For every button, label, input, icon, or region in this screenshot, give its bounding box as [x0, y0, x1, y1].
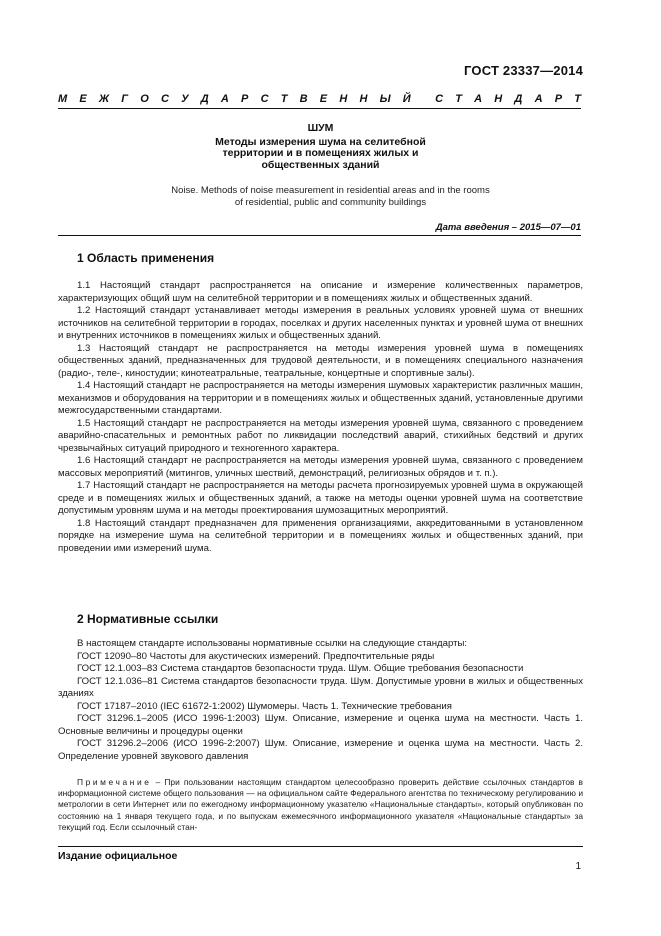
title-line-1: Методы измерения шума на селитебной: [215, 135, 426, 148]
banner-letter: Е: [79, 93, 87, 105]
reference-item: ГОСТ 17187–2010 (IEC 61672-1:2002) Шумомеры. Часть 1. Технические требования: [77, 700, 452, 712]
paragraph: 1.1 Настоящий стандарт распространяется на описание и измерение количественных параметров, характеризующих общий шум на селитебной территории и в помещениях жилых и общественных зданий.: [58, 280, 583, 304]
interstate-standard-banner: [58, 93, 581, 109]
paragraph: В настоящем стандарте использованы нормативные ссылки на следующие стандарты:: [77, 638, 468, 649]
paragraph: 1.8 Настоящий стандарт предназначен для применения организациями, аккредитованными в установленном порядке на измерение шума на селитебной территории и в помещениях жилых и общественных зданий, при проведении ими измерений шума.: [58, 517, 583, 554]
banner-letter: Р: [554, 93, 563, 105]
banner-letter: С: [160, 93, 169, 105]
banner-letter: О: [140, 93, 149, 105]
banner-letter: Д: [200, 93, 209, 105]
reference-item: ГОСТ 31296.1–2005 (ИСО 1996-1:2003) Шум. Описание, измерение и оценка шума на местности. Часть 1. Основные величины и процедуры оценки: [58, 713, 583, 737]
title-line-2: территории и в помещениях жилых и: [222, 147, 419, 159]
paragraph: 1.5 Настоящий стандарт не распространяется на методы измерения уровней шума, связанного с проведением аварийно-спасательных и ремонтных работ по ликвидации последствий аварий, стихийных бедствий и других чрезвычайных ситуаций природного и техногенного характера.: [58, 417, 583, 454]
reference-item: ГОСТ 12090–80 Частоты для акустических измерений. Предпочтительные ряды: [77, 650, 435, 662]
reference-item: ГОСТ 31296.2–2006 (ИСО 1996-2:2007) Шум. Описание, измерение и оценка шума на местности. Часть 2. Определение уровней звукового давления: [58, 738, 583, 762]
gost-number: ГОСТ 23337—2014: [464, 63, 583, 78]
note-label: Примечание: [77, 777, 152, 787]
official-edition-label: Издание официальное: [58, 846, 583, 862]
banner-letter: С: [260, 93, 269, 105]
banner-letter: Е: [319, 93, 328, 105]
banner-letter: Н: [359, 93, 368, 105]
banner-letter: У: [181, 93, 189, 105]
banner-letter: А: [534, 93, 543, 105]
banner-letter: Т: [280, 93, 288, 105]
title-line-3: общественных зданий: [261, 158, 380, 171]
introduction-date: Дата введения – 2015—07—01: [58, 222, 581, 236]
title-main: ШУМ: [307, 122, 334, 134]
banner-letter: С: [435, 93, 444, 105]
banner-letter: Т: [574, 93, 581, 105]
banner-letter: Г: [121, 93, 129, 105]
reference-item: ГОСТ 12.1.003–83 Система стандартов безопасности труда. Шум. Общие требования безопасности: [77, 663, 524, 674]
section-1-heading: 1 Область применения: [77, 251, 215, 265]
banner-letter: А: [220, 93, 229, 105]
reference-item: ГОСТ 12.1.036–81 Система стандартов безопасности труда. Шум. Допустимые уровни в жилых и общественных зданиях: [58, 675, 583, 699]
note: [58, 777, 583, 833]
banner-letter: Н: [339, 93, 348, 105]
paragraph: 1.3 Настоящий стандарт не распространяется на методы измерения уровней шума в помещениях общественных зданий, предназначенных для трудовой деятельности, и в помещениях специального назначения (радио-, теле-, киностудии; кинотеатральные, театральные, концертные и спортивные залы).: [58, 342, 583, 379]
banner-letter: Н: [494, 93, 503, 105]
title-english-line-2: of residential, public and community buildings: [234, 197, 427, 208]
note-text: – При пользовании настоящим стандартом целесообразно проверить действие ссылочных стандартов в информационной системе общего пользования — на официальном сайте Федерального агентства по техническому регулированию и метрологии в сети Интернет или по ежегодному информационному указателю «Национальные стандарты», который опубликован по состоянию на 1 января текущего года, и по выпускам ежемесячного информационного указателя «Национальные стандарты» за текущий год. Если ссылочный стан-: [58, 777, 583, 832]
note-paragraph: [58, 777, 583, 833]
banner-letter: Ы: [379, 93, 391, 105]
banner-letter: В: [299, 93, 308, 105]
banner-letter: Й: [402, 93, 411, 105]
title-english-line-1: Noise. Methods of noise measurement in residential areas and in the rooms: [171, 185, 490, 196]
title-english: [100, 185, 561, 209]
paragraph: 1.4 Настоящий стандарт не распространяется на методы измерения шумовых характеристик различных машин, механизмов и оборудования на территории и в помещениях жилых и общественных зданий, установленные другими межгосударственными стандартами.: [58, 380, 583, 416]
section-1-body: [58, 280, 583, 555]
paragraph: 1.2 Настоящий стандарт устанавливает методы измерения в реальных условиях уровней шума от внешних источников на селитебной территории в городах, поселках и других населенных пунктах и уровней шума от внешних и внутренних источников в помещениях жилых и общественных зданий.: [58, 305, 583, 341]
section-2-heading: 2 Нормативные ссылки: [77, 612, 219, 626]
paragraph: 1.6 Настоящий стандарт не распространяется на методы измерения уровней шума, связанного с проведением массовых мероприятий (митингов, уличных шествий, демонстраций, религиозных обрядов и т. п.).: [58, 455, 583, 479]
banner-letter: Р: [241, 93, 249, 105]
section-2-body: [58, 638, 583, 763]
banner-letter: Т: [455, 93, 462, 105]
banner-letter: Ж: [98, 93, 110, 105]
paragraph: 1.7 Настоящий стандарт не распространяется на методы расчета прогнозируемых уровней шума в окружающей среде и в помещениях жилых и общественных зданий, а также на методы оценки уровней шума на соответствие допустимым уровням шума и на методы проектирования шумозащитных мероприятий.: [58, 480, 583, 516]
banner-letter: А: [474, 93, 483, 105]
page-number: 1: [575, 861, 581, 872]
banner-letter: М: [58, 93, 68, 105]
banner-letter: Д: [514, 93, 523, 105]
title-block: [120, 123, 521, 171]
